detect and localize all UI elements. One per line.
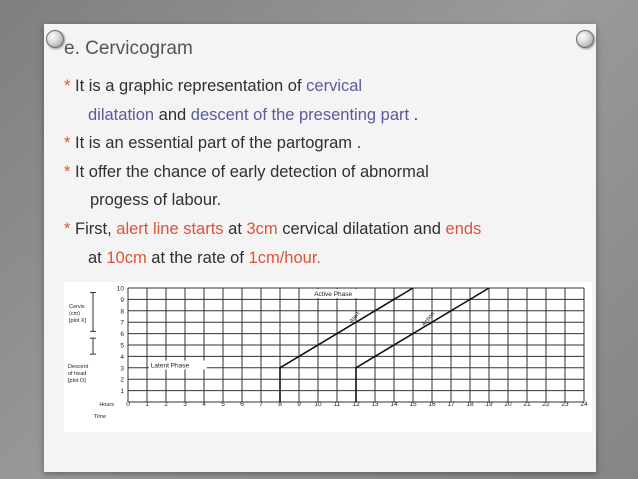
text-run: ends [445,219,482,238]
text-run: First, [75,219,117,238]
x-tick-label: 6 [240,401,244,408]
text-run: cervical dilatation and [277,219,446,238]
text-run: cervical [306,77,363,95]
bullet-line-1 [64,72,604,101]
text-run: progess of labour. [90,191,222,210]
text-run: It is an essential part of the partogram . [75,134,362,153]
x-tick-label: 16 [428,401,436,408]
bullet-line-5 [64,186,604,215]
text-run: It offer the chance of early detection of abnormal [75,162,429,181]
bullet-line-7 [64,244,604,273]
y-tick-label: 6 [120,331,124,339]
x-tick-label: 24 [580,401,588,408]
bullet-marker: * [64,134,76,153]
x-tick-label: 4 [202,401,206,408]
bullet-marker: * [64,219,76,238]
x-tick-label: 10 [314,401,322,408]
action-line-label: Action [421,311,437,328]
y-tick-label: 4 [120,353,124,361]
x-tick-label: 17 [447,401,455,408]
x-tick-label: 18 [466,401,474,408]
time-label: Time [93,414,107,420]
y-tick-label: 1 [120,388,124,396]
pushpin-icon [576,30,594,48]
x-tick-label: 2 [164,401,168,408]
text-run: 10cm [106,248,147,267]
x-tick-label: 14 [390,401,398,408]
text-run: at [88,248,107,267]
text-run: descent of the presenting part [190,105,410,124]
x-tick-label: 9 [297,401,301,408]
y-tick-label: 2 [120,376,124,384]
x-tick-label: 21 [523,401,531,408]
pushpin-icon [46,30,64,48]
x-tick-label: 8 [278,401,282,408]
cervix-axis-label: [plot X] [69,318,87,324]
text-run: and [154,105,191,124]
x-tick-label: 13 [371,401,379,408]
bullet-line-6 [64,215,604,244]
y-tick-label: 10 [116,285,124,293]
bullet-marker: * [64,77,76,95]
y-tick-label: 5 [120,342,124,350]
y-tick-label: 9 [120,296,124,304]
bullet-line-4 [64,158,604,187]
alert-line-label: Alert [349,311,362,325]
x-tick-label: 23 [561,401,569,408]
x-tick-label: 12 [352,401,360,408]
bullet-marker: * [64,162,76,181]
hours-label: Hours [99,402,114,408]
x-tick-label: 1 [145,401,149,408]
cervix-axis-label: (cm) [69,311,80,317]
text-run: dilatation [88,105,155,124]
slide-title: e. Cervicogram [64,38,193,59]
text-run: alert line starts [116,219,224,238]
cervix-axis-label: Cervix [69,304,85,310]
x-tick-label: 22 [542,401,550,408]
text-run: 1cm/hour. [248,248,321,267]
x-tick-label: 19 [485,401,493,408]
active-phase-label: Active Phase [314,291,353,299]
y-tick-label: 3 [120,365,124,373]
y-tick-label: 7 [120,319,124,327]
text-run: It is a graphic representation of [75,77,307,95]
latent-phase-label: Latent Phase [150,362,190,370]
descent-axis-label: of head [68,371,87,377]
x-tick-label: 0 [126,401,130,408]
text-run: at the rate of [146,248,249,267]
x-tick-label: 7 [259,401,263,408]
text-run: . [409,105,419,124]
bullet-line-2 [64,101,604,130]
x-tick-label: 20 [504,401,512,408]
y-tick-label: 8 [120,308,124,316]
x-tick-label: 15 [409,401,417,408]
x-tick-label: 3 [183,401,187,408]
cervicogram-svg [64,282,592,432]
text-run: at [223,219,247,238]
slide-body [64,72,604,272]
descent-axis-label: [plot O] [68,378,86,384]
text-run: 3cm [246,219,278,238]
descent-axis-label: Descent [68,364,89,370]
x-tick-label: 5 [221,401,225,408]
bullet-line-3 [64,129,604,158]
x-tick-label: 11 [333,401,341,408]
cervicogram-chart [64,282,592,432]
